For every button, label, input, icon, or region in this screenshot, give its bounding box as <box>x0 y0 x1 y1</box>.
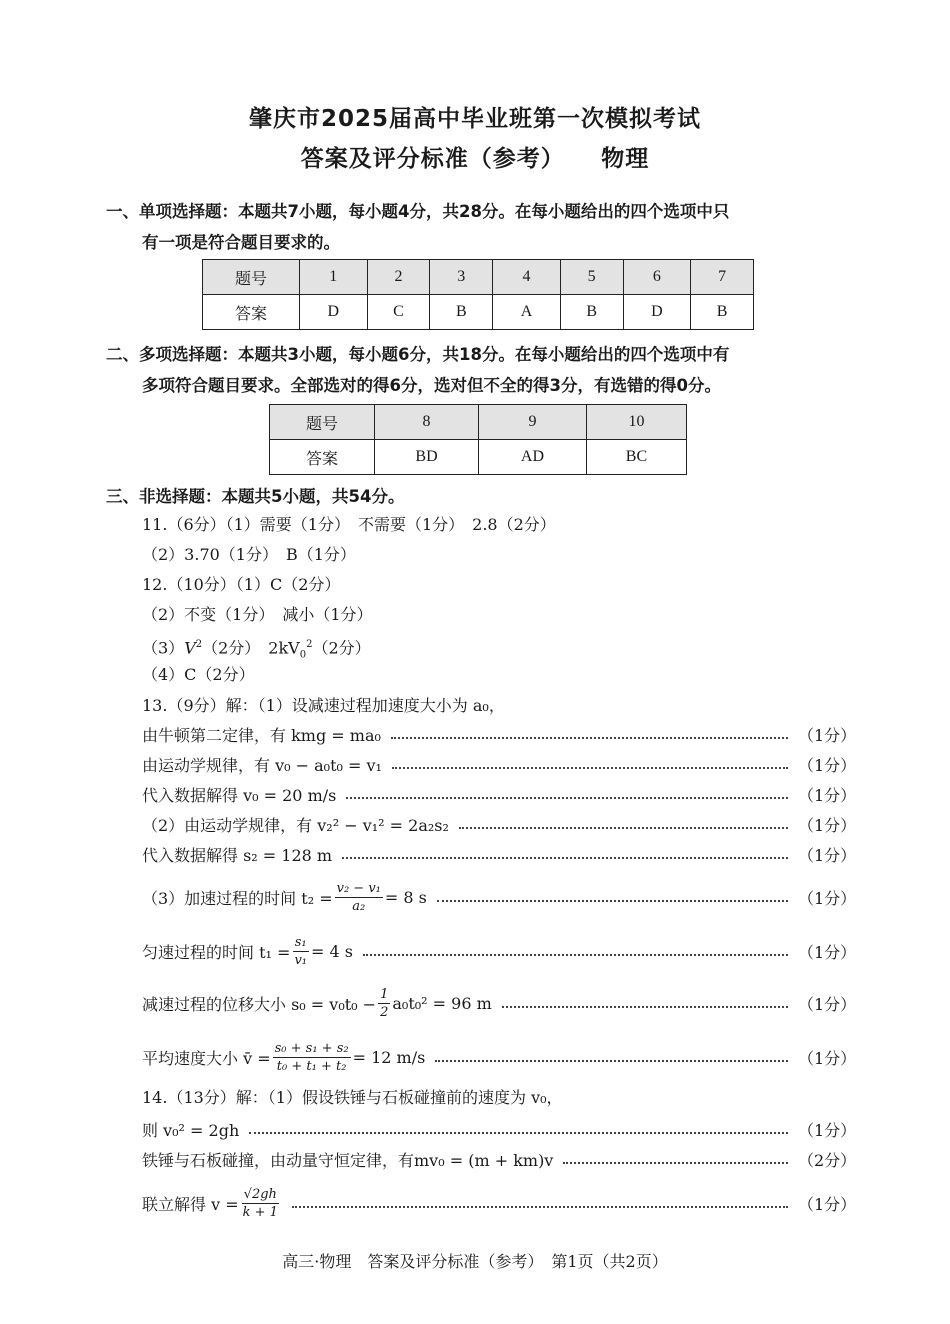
table-row-label: 题号 <box>203 260 300 295</box>
answer-cell: B <box>430 295 493 330</box>
step-score: （1分） <box>798 845 857 865</box>
step-score: （1分） <box>798 725 857 745</box>
step-score: （1分） <box>798 785 857 805</box>
fraction-numerator: s₁ <box>294 934 307 950</box>
q12-part4: （4）C（2分） <box>142 665 255 684</box>
table-row-label: 答案 <box>270 440 375 475</box>
page-footer: 高三·物理 答案及评分标准（参考） 第1页（共2页） <box>282 1252 668 1271</box>
section-1-heading-line2: 有一项是符合题目要求的。 <box>142 233 340 252</box>
fraction-numerator: √2gh <box>243 1186 277 1202</box>
q12-part1: 12.（10分）（1）C（2分） <box>142 575 341 594</box>
step-text: 由运动学规律，有 v₀ − a₀t₀ = v₁ <box>142 755 382 775</box>
question-number: 4 <box>493 260 561 295</box>
q14-intro: 14.（13分）解：（1）假设铁锤与石板碰撞前的速度为 v₀， <box>142 1088 563 1107</box>
fraction-numerator: 1 <box>380 986 389 1002</box>
step-text: （2）由运动学规律，有 v₂² − v₁² = 2a₂s₂ <box>142 815 449 835</box>
section-2-heading-line1: 二、多项选择题：本题共3小题，每小题6分，共18分。在每小题给出的四个选项中有 <box>106 345 730 364</box>
q12-part3-var: V <box>184 638 196 658</box>
q13-step <box>142 809 857 839</box>
question-number: 10 <box>586 405 686 440</box>
q11-part1: 11.（6分）（1）需要（1分） 不需要（1分） 2.8（2分） <box>142 515 556 534</box>
answer-cell: B <box>691 295 754 330</box>
step-text: 代入数据解得 s₂ = 128 m <box>142 845 333 865</box>
answer-cell: D <box>623 295 691 330</box>
section-2-heading <box>106 339 854 401</box>
step-score: （1分） <box>798 942 857 962</box>
q14-step <box>142 1114 857 1144</box>
step-score: （2分） <box>798 1150 857 1170</box>
table-row-label: 答案 <box>203 295 300 330</box>
answer-cell: BC <box>586 440 686 475</box>
step-score: （1分） <box>798 1048 857 1068</box>
fraction-denominator: v₁ <box>294 952 307 968</box>
single-choice-answer-table <box>202 259 754 330</box>
fraction-denominator: 2 <box>380 1004 389 1020</box>
multi-choice-answer-table <box>269 404 687 475</box>
step-text: 代入数据解得 v₀ = 20 m/s <box>142 785 337 805</box>
table-row-label: 题号 <box>270 405 375 440</box>
answer-cell: A <box>493 295 561 330</box>
step-text: 由牛顿第二定律，有 kmg = ma₀ <box>142 725 381 745</box>
question-number: 5 <box>560 260 623 295</box>
q12-part3-suffix: （2分） <box>312 638 371 658</box>
step-suffix: = 8 s <box>384 887 427 907</box>
answer-cell: B <box>560 295 623 330</box>
step-prefix: 联立解得 v = <box>142 1194 239 1214</box>
fraction-denominator: t₀ + t₁ + t₂ <box>276 1058 347 1074</box>
page-title: 肇庆市2025届高中毕业班第一次模拟考试 <box>248 106 701 132</box>
q13-frac-step <box>142 983 857 1023</box>
question-number: 7 <box>691 260 754 295</box>
step-prefix: （3）加速过程的时间 t₂ = <box>142 888 333 908</box>
answer-cell: AD <box>479 440 587 475</box>
q13-frac-step <box>142 1037 857 1077</box>
step-score: （1分） <box>798 755 857 775</box>
step-score: （1分） <box>798 888 857 908</box>
q13-step <box>142 779 857 809</box>
step-prefix: 减速过程的位移大小 s₀ = v₀t₀ − <box>142 994 377 1014</box>
q14-final-step <box>142 1182 857 1224</box>
fraction-numerator: s₀ + s₁ + s₂ <box>274 1040 349 1056</box>
q13-intro: 13.（9分）解：（1）设减速过程加速度大小为 a₀， <box>142 696 505 715</box>
fraction-numerator: v₂ − v₁ <box>336 880 381 896</box>
q13-frac-step <box>142 877 857 917</box>
step-suffix: = 12 m/s <box>352 1047 426 1067</box>
q14-step <box>142 1144 857 1174</box>
step-score: （1分） <box>798 1120 857 1140</box>
step-prefix: 平均速度大小 v̄ = <box>142 1048 271 1068</box>
question-number: 6 <box>623 260 691 295</box>
step-score: （1分） <box>798 994 857 1014</box>
step-text: 则 v₀² = 2gh <box>142 1120 240 1140</box>
q13-frac-step <box>142 931 857 971</box>
question-number: 2 <box>367 260 430 295</box>
question-number: 1 <box>300 260 368 295</box>
fraction-denominator: k + 1 <box>242 1204 278 1220</box>
q13-step <box>142 749 857 779</box>
answer-cell: BD <box>375 440 479 475</box>
step-prefix: 匀速过程的时间 t₁ = <box>142 942 291 962</box>
question-number: 3 <box>430 260 493 295</box>
page-subtitle: 答案及评分标准（参考） 物理 <box>300 146 650 172</box>
q12-part3: $(3)V^2(2$分） $2kV_0^2(2$分） <box>142 638 371 661</box>
section-1-heading-line1: 一、单项选择题：本题共7小题，每小题4分，共28分。在每小题给出的四个选项中只 <box>106 202 730 221</box>
section-1-heading <box>106 196 854 258</box>
question-number: 9 <box>479 405 587 440</box>
step-score: （1分） <box>798 815 857 835</box>
question-number: 8 <box>375 405 479 440</box>
answer-cell: C <box>367 295 430 330</box>
q11-part2: （2）3.70（1分） B（1分） <box>142 545 356 564</box>
step-suffix: a₀t₀² = 96 m <box>392 993 492 1013</box>
answer-cell: D <box>300 295 368 330</box>
step-text: 铁锤与石板碰撞，由动量守恒定律，有mv₀ = (m + km)v <box>142 1150 554 1170</box>
q12-part3-mid: （2分） 2kV <box>202 638 300 658</box>
q12-part3-prefix: （3） <box>142 638 185 658</box>
fraction-denominator: a₂ <box>352 898 366 914</box>
step-suffix: = 4 s <box>311 941 353 961</box>
section-3-heading: 三、非选择题：本题共5小题，共54分。 <box>106 487 405 506</box>
q12-part2: （2）不变（1分） 减小（1分） <box>142 605 373 624</box>
step-score: （1分） <box>798 1194 857 1214</box>
section-2-heading-line2: 多项符合题目要求。全部选对的得6分，选对但不全的得3分，有选错的得0分。 <box>142 376 721 395</box>
q13-step <box>142 839 857 869</box>
q13-step <box>142 719 857 749</box>
